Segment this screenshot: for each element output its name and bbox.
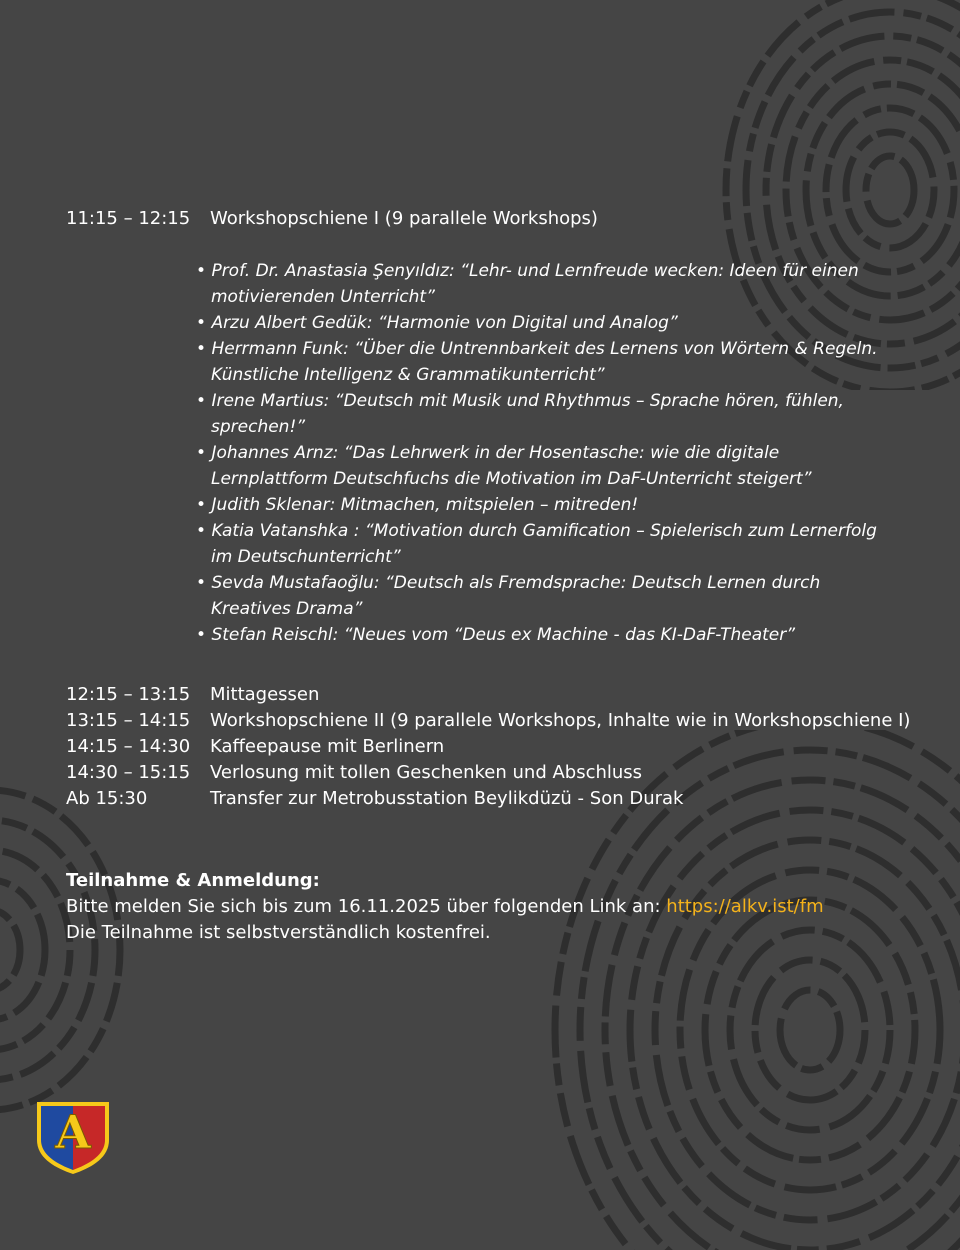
workshop-item: • Stefan Reischl: “Neues vom “Deus ex Machine - das KI-DaF-Theater” [196,625,796,645]
session1-time: 11:15 – 12:15 [66,208,191,229]
workshop-item: • Arzu Albert Gedük: “Harmonie von Digital und Analog” [196,313,678,333]
schedule-row [66,708,910,734]
schedule-text: Transfer zur Metrobusstation Beylikdüzü - Son Durak [210,788,684,809]
school-crest-logo-icon [33,1098,113,1176]
registration-heading: Teilnahme & Anmeldung: [66,870,320,891]
session1-title: Workshopschiene I (9 parallele Workshops) [210,208,598,229]
workshop-item: • Judith Sklenar: Mitmachen, mitspielen – mitreden! [196,495,639,515]
workshop-item: • Prof. Dr. Anastasia Şenyıldız: “Lehr- und Lernfreude wecken: Ideen für einen motivierenden Unterricht” [196,261,859,307]
schedule-text: Kaffeepause mit Berlinern [210,736,445,757]
logo-letter: A [55,1105,91,1159]
workshop-item: • Sevda Mustafaoğlu: “Deutsch als Fremdsprache: Deutsch Lernen durch Kreatives Drama” [196,573,821,619]
workshop-item: • Irene Martius: “Deutsch mit Musik und Rhythmus – Sprache hören, fühlen, sprechen!” [196,391,844,437]
schedule-row [66,734,444,760]
registration-link[interactable]: https://alkv.ist/fm [666,896,824,917]
schedule-row [66,786,683,812]
schedule-time: 14:30 – 15:15 [66,762,191,783]
schedule-text: Verlosung mit tollen Geschenken und Abschluss [210,762,643,783]
registration-note: Die Teilnahme ist selbstverständlich kostenfrei. [66,922,491,943]
schedule-time: 14:15 – 14:30 [66,736,191,757]
schedule-time: 12:15 – 13:15 [66,684,191,705]
workshop-item: • Herrmann Funk: “Über die Untrennbarkeit des Lernens von Wörtern & Regeln. Künstliche Intelligenz & Grammatikunterricht” [196,339,878,385]
registration-text: Bitte melden Sie sich bis zum 16.11.2025 über folgenden Link an: [66,896,667,917]
workshop-item: • Johannes Arnz: “Das Lehrwerk in der Hosentasche: wie die digitale Lernplattform Deutschfuchs die Motivation im DaF-Unterricht steigert” [196,443,812,489]
schedule-text: Workshopschiene II (9 parallele Workshops, Inhalte wie in Workshopschiene I) [210,710,911,731]
schedule-time: Ab 15:30 [66,788,148,809]
schedule-text: Mittagessen [210,684,320,705]
schedule-row [66,760,642,786]
schedule-row [66,682,319,708]
workshop-item: • Katia Vatanshka : “Motivation durch Gamification – Spielerisch zum Lernerfolg im Deutschunterricht” [196,521,877,567]
schedule-time: 13:15 – 14:15 [66,710,191,731]
registration-line [66,894,886,920]
registration-block [66,868,886,946]
schedule-row-session1 [66,206,598,232]
workshop-list [196,258,896,648]
